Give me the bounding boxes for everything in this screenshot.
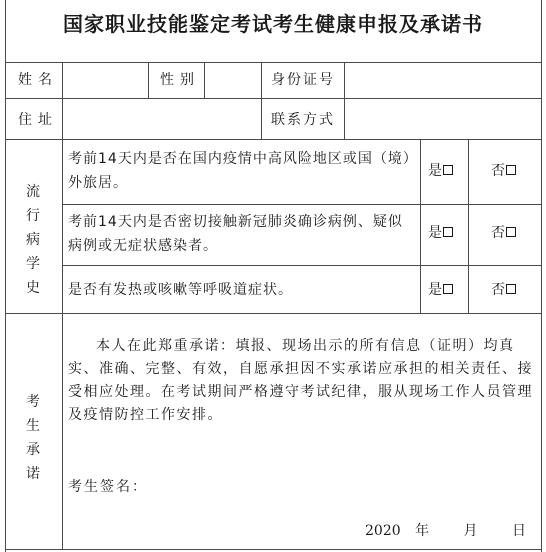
no-label: 否 [491, 225, 505, 241]
no-label: 否 [491, 163, 505, 179]
checkbox-icon[interactable] [443, 165, 453, 175]
history-label-char: 流 [26, 184, 40, 200]
address-field[interactable] [63, 99, 260, 138]
col-divider-yes [420, 139, 421, 313]
history-question-2: 考前14天内是否密切接触新冠肺炎确诊病例、疑似病例或无症状感染者。 [68, 214, 403, 254]
history-label-char: 病 [26, 232, 40, 248]
question-1-yes-option[interactable] [428, 161, 453, 181]
gender-field[interactable] [205, 63, 260, 97]
col-divider-pledge-label [62, 313, 63, 550]
checkbox-icon[interactable] [506, 227, 516, 237]
checkbox-icon[interactable] [506, 284, 516, 294]
row-divider-4 [62, 265, 542, 266]
name-label: 姓名 [18, 72, 58, 88]
signature-label: 考生签名： [68, 479, 148, 495]
yes-label: 是 [428, 225, 442, 241]
history-label-char: 行 [26, 208, 40, 224]
question-2-yes-option[interactable] [428, 223, 453, 243]
date-year: 2020 [365, 523, 401, 539]
checkbox-icon[interactable] [443, 284, 453, 294]
history-question-3: 是否有发热或咳嗽等呼吸道症状。 [68, 282, 293, 298]
yes-label: 是 [428, 163, 442, 179]
pledge-label-char: 承 [26, 442, 40, 458]
border-bottom [5, 549, 542, 550]
col-divider-no [468, 139, 469, 313]
history-label-char: 学 [26, 256, 40, 272]
contact-label: 联系方式 [271, 112, 335, 128]
gender-label: 性别 [160, 72, 200, 88]
col-divider-id-label [261, 62, 262, 139]
checkbox-icon[interactable] [506, 165, 516, 175]
pledge-label-char: 诺 [26, 466, 40, 482]
history-label-char: 史 [26, 280, 40, 296]
history-question-1: 考前14天内是否在国内疫情中高风险地区或国（境）外旅居。 [68, 151, 411, 191]
address-label: 住址 [18, 112, 58, 128]
col-divider-history-label [62, 139, 63, 313]
pledge-label-char: 考 [26, 394, 40, 410]
col-divider-gender-label [148, 62, 149, 98]
yes-label: 是 [428, 282, 442, 298]
pledge-text: 本人在此郑重承诺：填报、现场出示的所有信息（证明）均真实、准确、完整、有效，自愿承担因不实承诺应承担的相关责任、接受相应处理。在考试期间严格遵守考试纪律，服从现场工作人员管理及疫情防控工作安排。 [68, 338, 533, 423]
border-left [5, 0, 6, 552]
signature-field[interactable] [145, 472, 405, 500]
id-number-label: 身份证号 [271, 72, 335, 88]
row-divider-2 [5, 139, 542, 140]
question-3-no-option[interactable] [491, 280, 516, 300]
date-line [365, 520, 526, 540]
date-month-unit: 月 [463, 523, 478, 539]
pledge-label [23, 390, 43, 486]
question-2-no-option[interactable] [491, 223, 516, 243]
page-title: 国家职业技能鉴定考试考生健康申报及承诺书 [63, 12, 483, 36]
id-number-field[interactable] [345, 63, 540, 97]
row-divider-5 [5, 313, 542, 314]
contact-field[interactable] [345, 99, 540, 138]
pledge-label-char: 生 [26, 418, 40, 434]
date-year-unit: 年 [415, 523, 430, 539]
date-day-unit: 日 [512, 523, 526, 539]
question-1-no-option[interactable] [491, 161, 516, 181]
history-label [23, 180, 43, 300]
border-right [541, 0, 542, 552]
name-field[interactable] [63, 63, 147, 97]
row-divider-3 [62, 204, 542, 205]
question-3-yes-option[interactable] [428, 280, 453, 300]
checkbox-icon[interactable] [443, 227, 453, 237]
no-label: 否 [491, 282, 505, 298]
